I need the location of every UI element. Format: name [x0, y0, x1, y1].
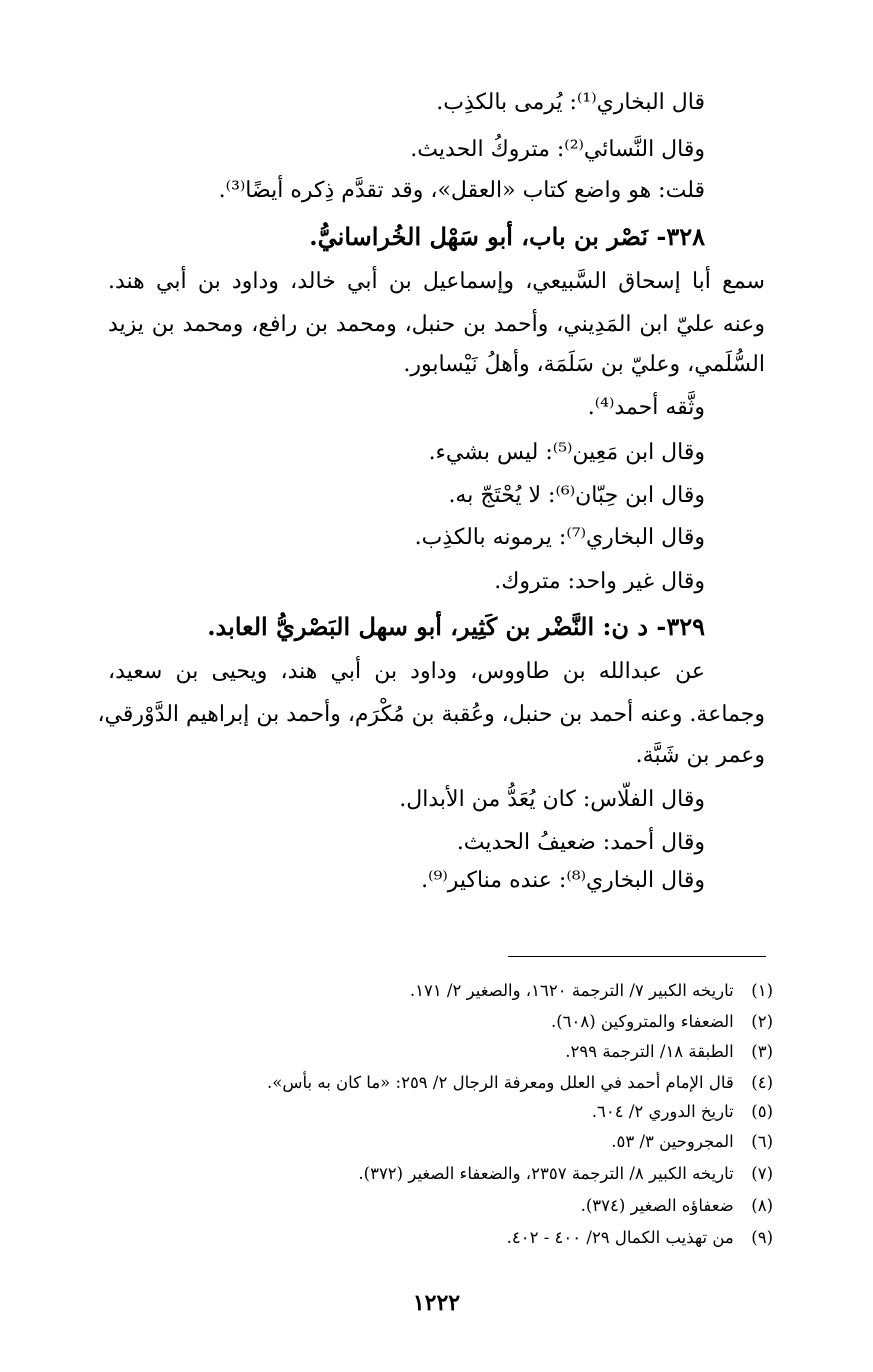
footnote-text: ضعفاؤه الصغير (٣٧٤).	[580, 1196, 734, 1215]
body-line: وقال غير واحد: متروك.	[494, 569, 705, 594]
footnote-text: تاريخ الدوري ٢/ ٦٠٤.	[591, 1102, 734, 1121]
footnote	[358, 1163, 773, 1185]
footnote-text: قال الإمام أحمد في العلل ومعرفة الرجال ٢/ ٢٥٩: «ما كان به بأس».	[267, 1073, 734, 1092]
entry-heading-329: ٣٢٩- د ن: النَّضْر بن كَثِير، أبو سهل البَصْريُّ العابد.	[207, 612, 705, 641]
body-line: وقال النَّسائي⁽²⁾: متروكُ الحديث.	[410, 137, 705, 162]
body-line: وقال أحمد: ضعيفُ الحديث.	[456, 830, 705, 855]
footnote	[581, 1195, 773, 1217]
footnote-text: تاريخه الكبير ٧/ الترجمة ١٦٢٠، والصغير ٢/ ١٧١.	[409, 981, 734, 1000]
body-line: وعنه عليّ ابن المَدِيني، وأحمد بن حنبل، ومحمد بن رافع، ومحمد بن يزيد	[108, 312, 765, 337]
footnote	[551, 1011, 773, 1033]
body-line: قال البخاري⁽¹⁾: يُرمى بالكذِب.	[436, 90, 705, 115]
body-line: وجماعة. وعنه أحمد بن حنبل، وعُقبة بن مُكْرَم، وأحمد بن إبراهيم الدَّوْرقي،	[97, 702, 765, 727]
footnote-text: تاريخه الكبير ٨/ الترجمة ٢٣٥٧، والضعفاء الصغير (٣٧٢).	[358, 1164, 734, 1183]
footnote-text: المجروحين ٣/ ٥٣.	[611, 1132, 734, 1151]
footnote-number: (٣)	[751, 1042, 773, 1061]
page-number: ١٢٢٢	[412, 1290, 461, 1316]
body-line: وقال البخاري⁽⁸⁾: عنده مناكير⁽⁹⁾.	[421, 868, 705, 893]
body-line: وقال ابن حِبّان⁽⁶⁾: لا يُحْتَجّ به.	[448, 483, 705, 508]
body-line: السُّلَمي، وعليّ بن سَلَمَة، وأهلُ نَيْسابور.	[403, 352, 765, 377]
footnote-text: الضعفاء والمتروكين (٦٠٨).	[550, 1012, 734, 1031]
footnote-text: الطبقة ١٨/ الترجمة ٢٩٩.	[565, 1042, 734, 1061]
footnote-number: (٢)	[751, 1012, 773, 1031]
footnote	[611, 1131, 773, 1153]
body-line: وقال البخاري⁽⁷⁾: يرمونه بالكذِب.	[414, 525, 705, 550]
footnote-text: من تهذيب الكمال ٢٩/ ٤٠٠ - ٤٠٢.	[506, 1228, 734, 1247]
footnote	[565, 1041, 773, 1063]
footnote-number: (٤)	[751, 1073, 773, 1092]
footnote	[410, 980, 773, 1002]
footnote-number: (٩)	[751, 1228, 773, 1247]
entry-heading-328: ٣٢٨- نَصْر بن باب، أبو سَهْل الخُراسانيُّ.	[309, 222, 705, 251]
body-line: وقال ابن مَعِين⁽⁵⁾: ليس بشيء.	[428, 440, 705, 465]
body-line: وثَّقه أحمد⁽⁴⁾.	[587, 395, 705, 420]
body-line: قلت: هو واضع كتاب «العقل»، وقد تقدَّم ذِكره أيضًا⁽³⁾.	[218, 178, 705, 203]
footnote-number: (٥)	[751, 1102, 773, 1121]
body-line: سمع أبا إسحاق السَّبيعي، وإسماعيل بن أبي خالد، وداود بن أبي هند.	[108, 269, 765, 294]
body-line: وعمر بن شَبَّة.	[635, 743, 765, 768]
body-line: وقال الفلّاس: كان يُعَدُّ من الأبدال.	[399, 787, 705, 812]
footnote	[507, 1227, 773, 1249]
footnote-number: (١)	[751, 981, 773, 1000]
footnote-number: (٧)	[751, 1164, 773, 1183]
footnote	[592, 1101, 773, 1123]
body-line: عن عبدالله بن طاووس، وداود بن أبي هند، ويحيى بن سعيد،	[108, 659, 705, 684]
footnote-number: (٨)	[751, 1196, 773, 1215]
footnote	[267, 1072, 773, 1094]
footnote-number: (٦)	[751, 1132, 773, 1151]
footnote-separator	[508, 956, 766, 957]
